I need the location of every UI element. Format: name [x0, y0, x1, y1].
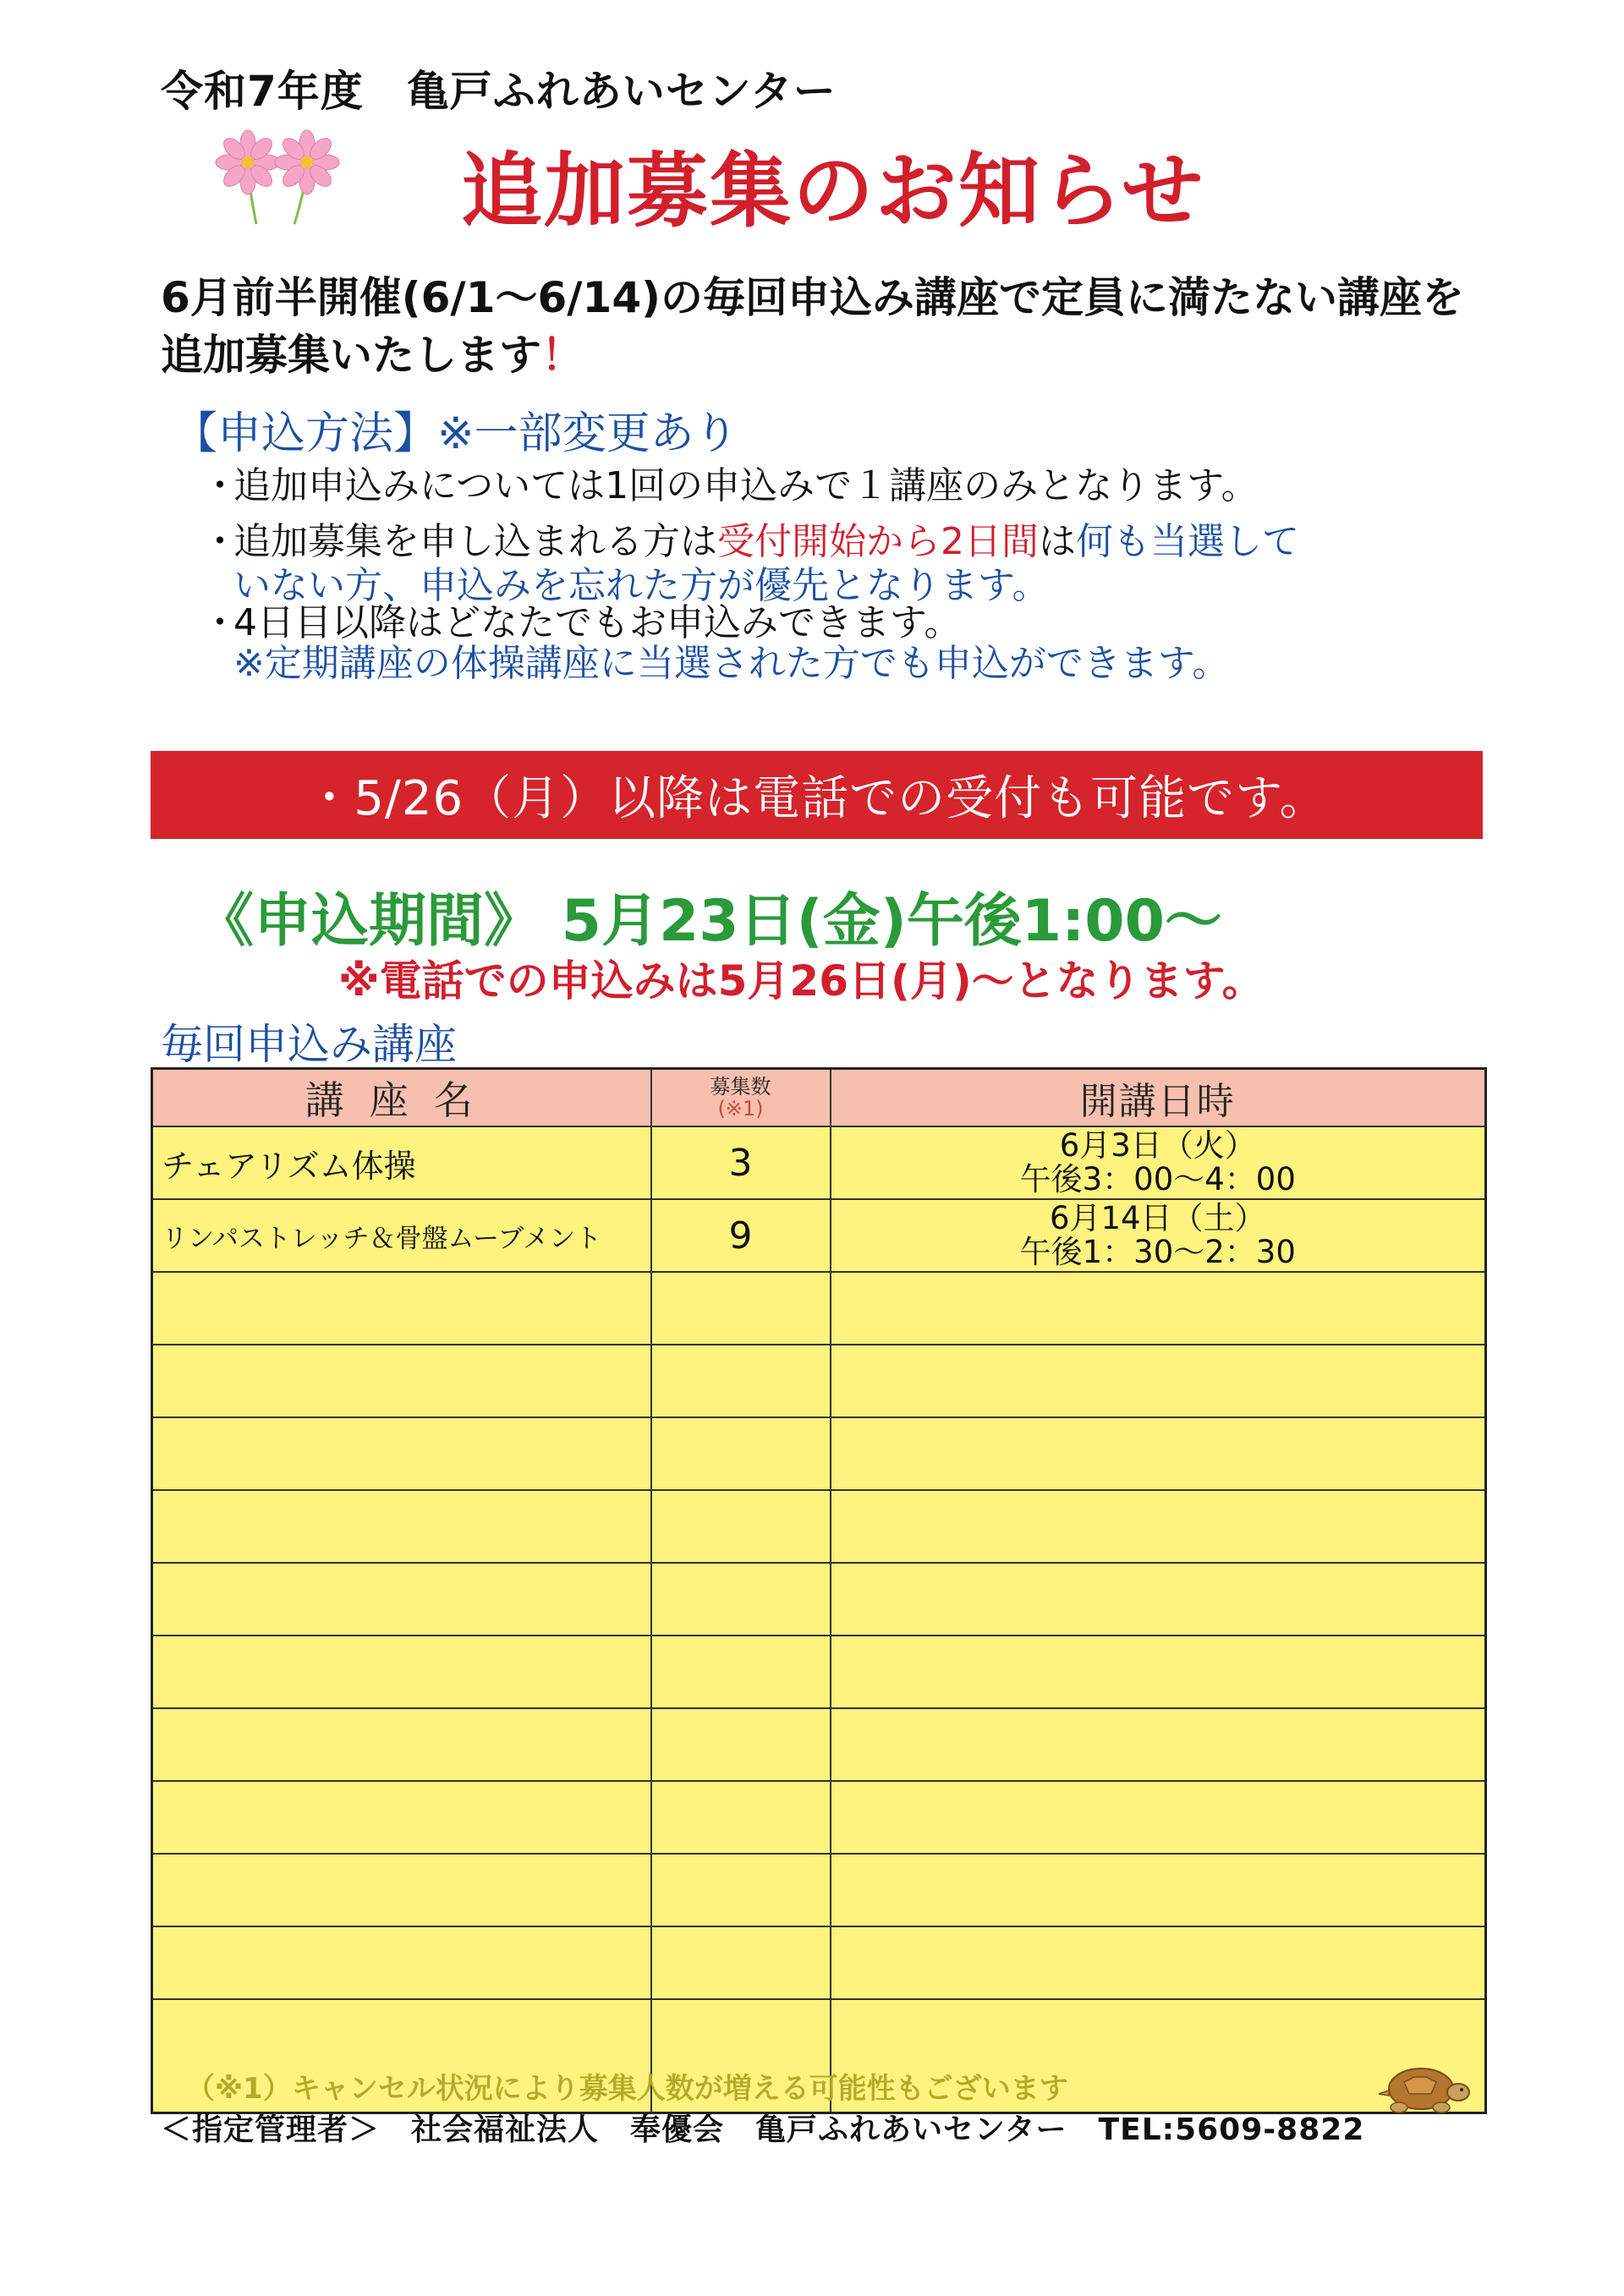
course-datetime-cell: [831, 1126, 1486, 1199]
cosmos-flowers-icon: [201, 127, 354, 228]
table-row: [152, 1854, 1486, 1926]
course-name-cell: [152, 1926, 651, 1999]
table-header-row: [152, 1069, 1486, 1127]
intro-text: [161, 269, 1480, 384]
header-count-note: (※1): [717, 1097, 764, 1121]
header-count: [651, 1069, 831, 1127]
bullet-2-mid: は: [1039, 520, 1076, 563]
course-time: 午後1：30～2：30: [1019, 1234, 1296, 1270]
bullet-mark: ・: [201, 464, 239, 507]
main-title: 追加募集のお知らせ: [461, 144, 1205, 238]
table-row: [152, 1636, 1486, 1708]
table-row: [152, 1345, 1486, 1417]
courses-table: [151, 1067, 1487, 2114]
phone-application-note: ※電話での申込みは5月26日(月)～となります。: [338, 956, 1265, 1006]
course-count-cell: [651, 1854, 831, 1926]
course-name-cell: リンパストレッチ＆骨盤ムーブメント: [152, 1199, 651, 1272]
course-date: 6月14日（土）: [1049, 1200, 1266, 1236]
course-datetime-cell: [831, 1708, 1486, 1781]
course-datetime-cell: [831, 1563, 1486, 1636]
bullet-2-red: 受付開始から2日間: [717, 520, 1039, 563]
bullet-mark: ・: [201, 601, 239, 644]
footnote: （※1）キャンセル状況により募集人数が増える可能性もございます: [186, 2072, 1068, 2106]
method-bullet-3-note: ※定期講座の体操講座に当選された方でも申込ができます。: [233, 642, 1230, 685]
method-bullet-2-continued: いない方、申込みを忘れた方が優先となります。: [233, 564, 1050, 607]
course-name-cell: [152, 1563, 651, 1636]
header-course-name: 講座名: [152, 1069, 651, 1127]
course-name-cell: [152, 1345, 651, 1417]
phone-acceptance-banner: ・5/26（月）以降は電話での受付も可能です。: [151, 751, 1483, 839]
intro-body: 6月前半開催(6/1～6/14)の毎回申込み講座で定員に満たない講座を追加募集いたします: [161, 273, 1464, 380]
table-row: [152, 1126, 1486, 1199]
fiscal-year-title: 令和7年度 亀戸ふれあいセンター: [161, 67, 837, 116]
course-name-cell: [152, 1854, 651, 1926]
bullet-mark: ・: [201, 520, 239, 563]
table-row: [152, 1272, 1486, 1345]
method-bullet-2: [201, 519, 1299, 565]
turtle-icon: [1370, 2057, 1472, 2116]
table-row: [152, 1490, 1486, 1563]
table-row: [152, 1563, 1486, 1636]
application-method-heading: 【申込方法】※一部変更あり: [173, 408, 738, 459]
course-datetime-cell: [831, 1781, 1486, 1854]
application-period: 《申込期間》 5月23日(金)午後1:00～: [196, 888, 1222, 955]
header-datetime: 開講日時: [831, 1069, 1486, 1127]
course-count-cell: [651, 1345, 831, 1417]
table-row: [152, 1199, 1486, 1272]
method-bullet-1: [201, 463, 1259, 509]
course-count-cell: [651, 1417, 831, 1490]
course-count-cell: [651, 1490, 831, 1563]
course-name-cell: [152, 1272, 651, 1345]
course-count-cell: [651, 1636, 831, 1708]
bullet-2-blue: 何も当選して: [1076, 520, 1299, 563]
table-row: [152, 1708, 1486, 1781]
bullet-2-prefix: 追加募集を申し込まれる方は: [233, 520, 717, 563]
course-date: 6月3日（火）: [1059, 1127, 1256, 1164]
table-caption: 毎回申込み講座: [161, 1020, 457, 1069]
course-name-cell: [152, 1417, 651, 1490]
course-datetime-cell: [831, 1490, 1486, 1563]
course-datetime-cell: [831, 1199, 1486, 1272]
course-datetime-cell: [831, 1417, 1486, 1490]
footer-contact: ＜指定管理者＞ 社会福祉法人 奉優会 亀戸ふれあいセンター TEL:5609-8822: [161, 2112, 1365, 2147]
course-count-cell: [651, 1708, 831, 1781]
course-count-cell: [651, 1563, 831, 1636]
course-count-cell: [651, 1272, 831, 1345]
course-time: 午後3：00～4：00: [1019, 1161, 1296, 1197]
course-count-cell: 3: [651, 1126, 831, 1199]
course-datetime-cell: [831, 1345, 1486, 1417]
header-count-label: 募集数: [710, 1075, 771, 1099]
course-name-cell: [152, 1781, 651, 1854]
course-name-cell: [152, 1636, 651, 1708]
course-count-cell: [651, 1781, 831, 1854]
course-name-cell: [152, 1490, 651, 1563]
intro-exclamation: ！: [541, 331, 584, 380]
course-datetime-cell: [831, 1926, 1486, 1999]
course-name-cell: チェアリズム体操: [152, 1126, 651, 1199]
table-row: [152, 1926, 1486, 1999]
course-name-cell: [152, 1708, 651, 1781]
course-count-cell: [651, 1926, 831, 1999]
course-datetime-cell: [831, 1272, 1486, 1345]
bullet-1-text: 追加申込みについては1回の申込みで１講座のみとなります。: [233, 464, 1259, 507]
table-row: [152, 1417, 1486, 1490]
method-bullet-3: [201, 600, 961, 646]
bullet-3-text: 4日目以降はどなたでもお申込みできます。: [233, 601, 962, 644]
table-body: [152, 1126, 1486, 2113]
course-datetime-cell: [831, 1854, 1486, 1926]
table-row: [152, 1781, 1486, 1854]
course-count-cell: 9: [651, 1199, 831, 1272]
course-datetime-cell: [831, 1636, 1486, 1708]
